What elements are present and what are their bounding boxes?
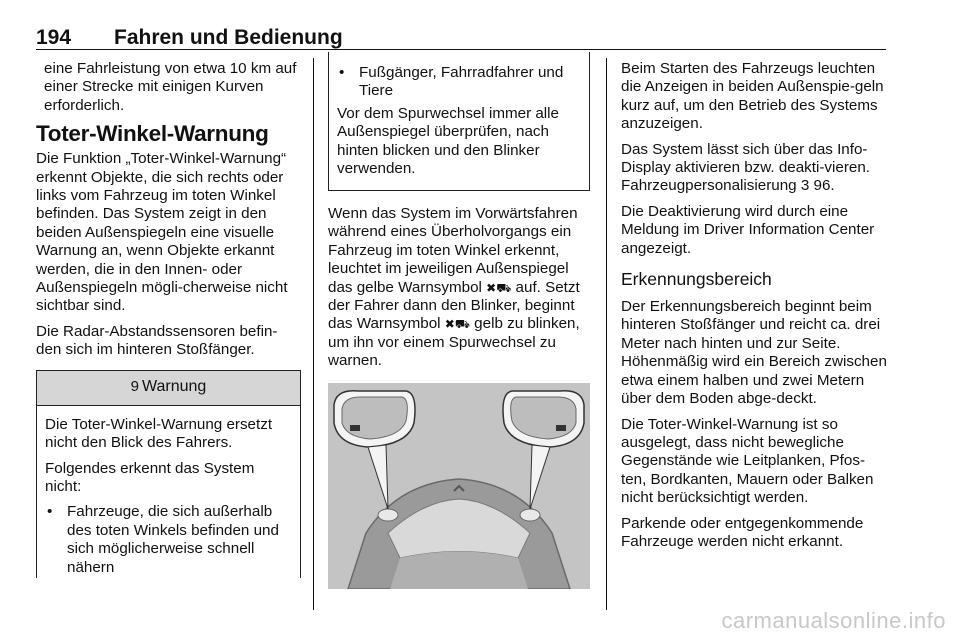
column-2 xyxy=(328,60,590,589)
page-reference[interactable]: 3 96. xyxy=(800,177,835,195)
blind-spot-warning-icon: ✖⛟ xyxy=(444,317,470,332)
column-divider xyxy=(606,58,607,610)
car-mirror-illustration xyxy=(328,383,590,589)
list-item-text: Fußgänger, Fahrradfahrer und Tiere xyxy=(359,64,564,100)
arrow-icon: 3 xyxy=(800,177,810,195)
section-title: Fahren und Bedienung xyxy=(114,26,343,49)
bullet-icon: • xyxy=(47,503,53,521)
list-item-text: Fahrzeuge, die sich außerhalb des toten Winkels befinden und sich möglicherweise schnell nähern xyxy=(67,503,279,576)
warning-title: Warnung xyxy=(142,378,207,396)
column-1 xyxy=(36,60,301,578)
header-rule xyxy=(36,49,886,50)
paragraph: Die Funktion „Toter-Winkel-Warnung“ erkennt Objekte, die sich rechts oder links vom Fahrzeug im toten Winkel befinden. Das System zeigt in den beiden Außenspiegeln eine visuelle Warnung an, wenn Objekte erkannt werden, die in den Innen- oder Außenspiegeln mögli-cherweise nicht sichtbar sind. xyxy=(36,150,288,315)
list-item xyxy=(337,64,581,101)
page-header xyxy=(36,26,886,50)
blind-spot-warning-icon: ✖⛟ xyxy=(486,280,512,295)
warning-box-continued xyxy=(328,52,590,191)
warning-text: Folgendes erkennt das System nicht: xyxy=(45,459,255,495)
column-divider xyxy=(313,58,314,610)
paragraph: Die Deaktivierung wird durch eine Meldung im Driver Information Center angezeigt. xyxy=(621,202,875,257)
warning-box xyxy=(36,370,301,578)
warning-text: Die Toter-Winkel-Warnung ersetzt nicht den Blick des Fahrers. xyxy=(45,415,273,452)
paragraph: Die Radar-Abstandssensoren befin-den sich im hinteren Stoßfänger. xyxy=(36,322,278,359)
paragraph: Parkende oder entgegenkommende Fahrzeuge werden nicht erkannt. xyxy=(621,514,864,550)
warning-header xyxy=(37,370,300,406)
paragraph: Das System lässt sich über das Info-Display aktivieren bzw. deakti-vieren. Fahrzeugpersonalisierung 3 96. xyxy=(621,140,871,195)
bullet-icon: • xyxy=(339,64,345,81)
paragraph: Der Erkennungsbereich beginnt beim hinteren Stoßfänger und reicht ca. drei Meter nach hinten und zur Seite. Höhenmäßig wird ein Bereich zwischen etwa einem halben und zwei Metern über dem Boden abge-deckt. xyxy=(621,298,887,408)
list-item xyxy=(45,503,293,577)
watermark: carmanualsonline.info xyxy=(721,608,946,633)
warning-icon: 9 xyxy=(130,378,139,396)
paragraph: Beim Starten des Fahrzeugs leuchten die Anzeigen in beiden Außenspie-geln kurz auf, um den Betrieb des Systems anzuzeigen. xyxy=(621,60,884,133)
warning-text: Vor dem Spurwechsel immer alle Außenspiegel überprüfen, nach hinten blicken und den Blinker verwenden. xyxy=(337,104,559,178)
section-heading: Toter-Winkel-Warnung xyxy=(36,121,269,147)
subsection-heading: Erkennungsbereich xyxy=(621,269,772,290)
intro-paragraph: eine Fahrleistung von etwa 10 km auf einer Strecke mit einigen Kurven erforderlich. xyxy=(44,60,297,114)
paragraph: Wenn das System im Vorwärtsfahren während eines Überholvorgangs ein Fahrzeug im toten Winkel erkennt, leuchtet im jeweiligen Außenspiegel das gelbe Warnsymbol ✖⛟ auf. Setzt der Fahrer dann den Blinker, beginnt das Warnsymbol ✖⛟ gelb zu blinken, um ihn vor einem Spurwechsel zu warnen. xyxy=(328,205,580,370)
page-number: 194 xyxy=(36,26,72,49)
column-3 xyxy=(621,60,887,558)
paragraph: Die Toter-Winkel-Warnung ist so ausgelegt, dass nicht bewegliche Gegenstände wie Leitplanken, Pfos-ten, Bordkanten, Mauern oder Balken nicht berücksichtigt werden. xyxy=(621,415,874,507)
